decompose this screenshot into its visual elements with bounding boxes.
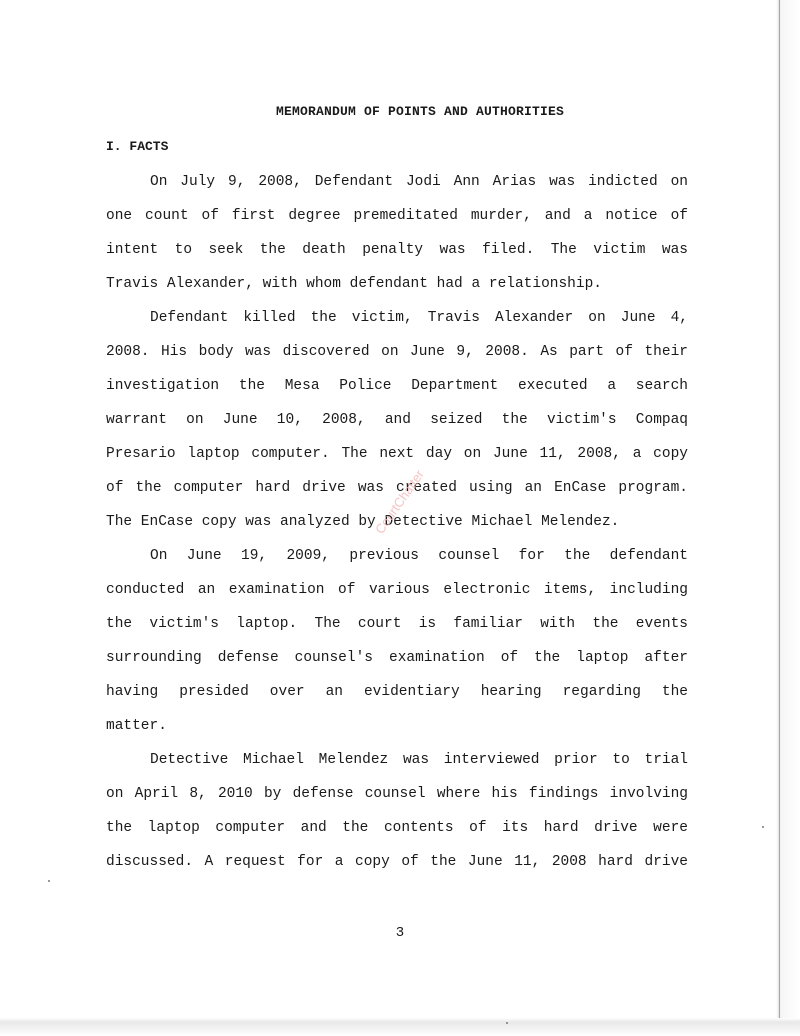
body-line: the victim's laptop. The court is familiar with the events (106, 616, 688, 632)
body-line: one count of first degree premeditated murder, and a notice of (106, 208, 688, 224)
body-line: On June 19, 2009, previous counsel for the defendant (150, 548, 688, 564)
body-line: Detective Michael Melendez was interviewed prior to trial (150, 752, 688, 768)
body-line: conducted an examination of various electronic items, including (106, 582, 688, 598)
page-number: 3 (395, 925, 405, 941)
scan-speck (506, 1022, 508, 1024)
section-title: I. FACTS (106, 139, 169, 154)
body-line: 2008. His body was discovered on June 9, 2008. As part of their (106, 344, 688, 360)
body-line: Defendant killed the victim, Travis Alexander on June 4, (150, 310, 688, 326)
watermark-logo: CourtChatter (372, 467, 427, 537)
body-line: Travis Alexander, with whom defendant had a relationship. (106, 276, 602, 292)
body-line: intent to seek the death penalty was filed. The victim was (106, 242, 688, 258)
body-line: Presario laptop computer. The next day on June 11, 2008, a copy (106, 446, 688, 462)
body-line: matter. (106, 718, 167, 734)
body-line: On July 9, 2008, Defendant Jodi Ann Arias was indicted on (150, 174, 688, 190)
body-line: warrant on June 10, 2008, and seized the victim's Compaq (106, 412, 688, 428)
scan-speck (762, 826, 764, 828)
body-line: having presided over an evidentiary hearing regarding the (106, 684, 688, 700)
body-line: on April 8, 2010 by defense counsel where his findings involving (106, 786, 688, 802)
body-line: of the computer hard drive was created using an EnCase program. (106, 480, 688, 496)
body-line: discussed. A request for a copy of the June 11, 2008 hard drive (106, 854, 688, 870)
scan-edge (776, 0, 800, 1036)
body-line: the laptop computer and the contents of its hard drive were (106, 820, 688, 836)
body-line: investigation the Mesa Police Department executed a search (106, 378, 688, 394)
scan-bottom-edge (0, 1018, 800, 1036)
body-line: The EnCase copy was analyzed by Detective Michael Melendez. (106, 514, 620, 530)
memorandum-heading: MEMORANDUM OF POINTS AND AUTHORITIES (275, 104, 565, 119)
body-line: surrounding defense counsel's examination of the laptop after (106, 650, 688, 666)
scan-speck (48, 880, 50, 882)
